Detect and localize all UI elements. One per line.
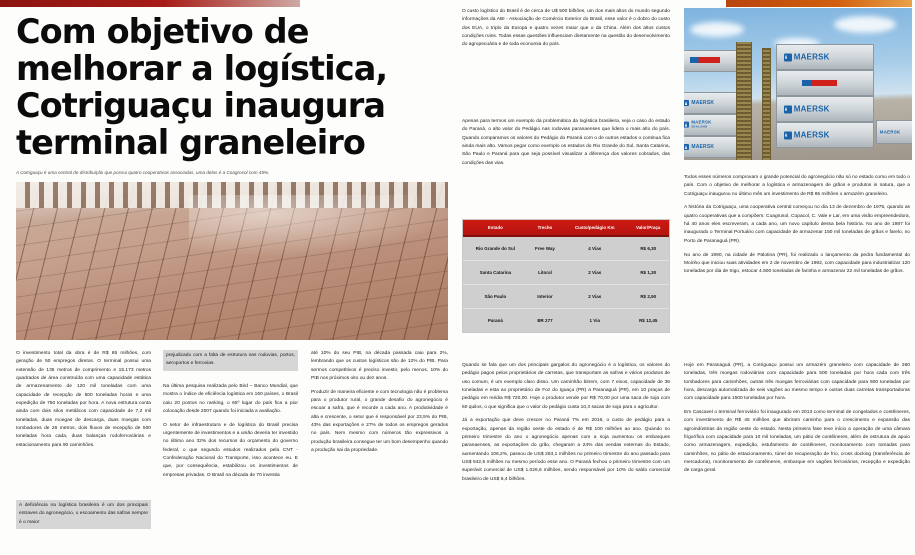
text-column-5 <box>462 362 670 490</box>
table-cell-estado: São Paulo <box>463 285 528 309</box>
table-cell-custo: 4 Vias <box>562 236 627 261</box>
paragraph: Em Cascavel o terminal ferroviário foi inaugurado em 2013 como terminal de congelados e contêineres, com investimento de R$ 45 milhões que abriram caminho para o crescimento e expansão das agroindústrias da região oeste do estado. Nesta primeira fase teve início a operação de uma câmara frigorífica com capacidade para 10 mil toneladas, um pátio de contêineres, além de estrutura de apoio como armazenagem, expedição, estufamento de contêineres, monitoramento com tomadas para caminhões, no pátio de estacionamento, túnel de recuperação de frio, cross docking (transferência de mercadoria), monitoramento de contêineres, embarque em vagões ferroviários, recepção e expedição de carga geral. <box>684 410 910 474</box>
headline-line-2: melhorar a logística, <box>16 48 388 88</box>
table-cell-estado: Rio Grande do Sul <box>463 236 528 261</box>
paragraph: O setor de infraestrutura e de logística do Brasil precisa urgentemente de investimentos e a união deveria ter investido no último ano 32% dos recursos do orçamento do governo federal, o que segundo estudos realizados pela CNT - Confederação Nacional do Transporte, isso acontece eu. E que, por consequência, estabilizou os investimentos de empresas privadas. O Brasil na década de 70 investia <box>163 422 298 478</box>
table-cell-trecho: BR 277 <box>528 309 562 333</box>
text-column-1 <box>16 350 151 455</box>
text-column-1-highlight <box>16 500 151 529</box>
container-box: MAERSK SEALAND <box>684 114 742 136</box>
table-row <box>463 261 669 285</box>
highlighted-paragraph: A deficiência na logística brasileira é um dos principais entraves do agronegócio, o escoamento das safras sempre é o maior <box>19 503 148 525</box>
gantry-structure <box>762 48 771 160</box>
photo-caption: A Cotriguaçu é uma central de distribuição que possui quatro cooperativas associadas, uma delas é a Coagrosol com 45%. <box>16 170 270 175</box>
container-box: MAERSK <box>684 136 742 158</box>
text-column-2 <box>163 383 298 486</box>
table-cell-valor: R$ 12,45 <box>627 309 669 333</box>
gantry-structure <box>736 42 752 160</box>
table-cell-custo: 2 Vias <box>562 261 627 285</box>
text-column-4b <box>462 118 670 173</box>
table-header-cell: Trecho <box>528 220 562 236</box>
table-row <box>463 236 669 261</box>
headline-line-3: Cotriguaçu inaugura <box>16 85 386 125</box>
headline-line-1: Com objetivo de <box>16 12 309 51</box>
table-cell-trecho: Interior <box>528 285 562 309</box>
table-cell-custo: 2 Vias <box>562 285 627 309</box>
paragraph: Apenas para termos um exemplo da problemática da logística brasileira, veja o caso do estado do Paraná, o alto valor do Pedágio nas rodovias paranaenses que lidera o mais alto do país. Quando comparamos os valores do Pedágio do Paraná com o de outros estados o continua fica ainda mais alto. Vamos pegar como exemplo os estados do Rio Grande do Sul, Santa Catarina, São Paulo e Paraná para que seja possível visualizar a diferença dos valores cobrados, das condições das vias. <box>462 119 670 166</box>
table-cell-estado: Santa Catarina <box>463 261 528 285</box>
headline-line-4: terminal graneleiro <box>16 122 366 162</box>
text-column-6 <box>684 174 910 282</box>
container-box: MAERSK <box>776 122 874 148</box>
container-box: MAERSK <box>776 96 874 122</box>
container-box <box>684 50 742 72</box>
paragraph: até 10% do seu PIB, na década passada caiu para 2%, lembrando que os custos logísticos são de 12% do PIB. Para sermos competitivos é preciso investir, pelo menos, 10% do PIB nos próximos oito ou dez anos. <box>311 351 448 381</box>
text-column-4 <box>462 8 670 55</box>
paragraph: A história da Cotriguaçu, uma cooperativa central começou no dia 13 de dezembro de 1975, quando as quatro cooperativas que a compõem: Coagrusol, Copacol, C. Vale e Lar, em uma visão empreendedora, há 40 anos eles escreveram, a cada ano, um novo capítulo dessa bela história. No ano de 1987 foi inaugurado o Terminal Portuário com capacidade de armazenar 150 mil toneladas de grãos e farelo, no Porto de Paranaguá (PR). <box>684 205 910 244</box>
text-column-2-highlight <box>163 350 298 371</box>
container-box: MAERSK <box>876 120 912 144</box>
table-header-cell: Estado <box>463 220 528 236</box>
table-cell-valor: R$ 2,50 <box>627 285 669 309</box>
paragraph: Na última pesquisa realizada pelo Bird – Banco Mundial, que mostra o índice de eficiência logística em 160 países, o Brasil caiu 20 pontos no ranking, o 65º lugar do país fica a pior colocação desde 2007 quando foi iniciada a avaliação. <box>163 384 298 414</box>
top-orange-rule <box>726 0 912 7</box>
table-header-row <box>463 220 669 236</box>
container-box: MAERSK <box>776 44 874 70</box>
highlighted-paragraph: prejudicado com a falta de estrutura nas rodovias, portos, aeroportos e ferrovias. <box>166 353 295 367</box>
paragraph: O custo logístico do Brasil é de cerca de U$ 500 bilhões, um dos mais altos do mundo segundo informações da ABI - Associação de Comércio Exterior do Brasil, esse valor é o dobro do custo dos EUA, o triplo da Europa e quatro vezes maior que o da China. Além dos altos custos condições ruins. Todas essas questões influenciam diretamente na questão do desenvolvimento do agropecuária e de toda economia do país. <box>462 9 670 48</box>
paragraph: O investimento total da obra é de R$ 65 milhões, com geração de 50 empregos diretos. O terminal possui uma extensão de 135 metros de comprimento e 15.173 metros quadrados de área construída com uma capacidade estática de armazenamento de 120 mil toneladas com uma capacidade de recepção de 500 toneladas horas e uma expedição de 750 toneladas por hora. A nova estrutura conta ainda com dois silos metálicos com capacidade de 7,2 mil toneladas, duas moegas de descarga, duas moegas com tombadores de 26 metros, dois fluxos de recepção de 500 toneladas hora cada, duas balanças rodoferroviárias e estacionamento para 90 caminhões. <box>16 351 151 448</box>
paragraph: Todos esses números comprovam o grande potencial do agronegócio não só no estado como em todo o país. Com o objetivo de melhorar a logística e armazenagem de grãos e produtos in natura, que a Cotriguaçu inaugurou no último mês um investimento de R$ 65 milhões o armazém graneleiro. <box>684 175 910 197</box>
paragraph: Hoje em Paranaguá (PR), a Cotriguaçu possui um armazém graneleiro com capacidade de 260 toneladas, três moegas rodoviárias com capacidade para 500 toneladas por hora cada com três tombadores para caminhões, outras três moegas ferroviárias com capacidade para 500 toneladas por hora, descarga automatizada de seis vagões ao mesmo tempo e outras duas carretas transportadoras com capacidade para 1500 toneladas por hora. <box>684 363 910 402</box>
containers-photo <box>684 8 912 160</box>
text-column-6b <box>684 362 910 481</box>
cloud-shape <box>834 16 896 33</box>
paragraph: Quando se fala que um dos principais gargalos do agronegócio é a logística, os valores do pedágio pagos pelos proprietários de carretas, que transportam as safras e vários produtos de uso comum, é um exemplo claro disso. Um caminhão bitrem, com 7 eixos, capacidade de 36 toneladas e esta ao proprietário de Foz do Iguaçu (PR) a Paranaguá (PR), em 10 praças de pedágio em média R$ 720,00. Hoje o produtor vende por R$ 70,00 por uma saca de soja com 60 quilos, o que significa que o valor do pedágio custa 10,3 sacas de soja para o agricultor. <box>462 363 670 410</box>
toll-comparison-table <box>462 219 670 333</box>
table-header-cell: Custo/pedágio Km <box>562 220 627 236</box>
text-column-3 <box>311 350 448 461</box>
table-cell-valor: R$ 6,30 <box>627 236 669 261</box>
table-cell-trecho: Free Way <box>528 236 562 261</box>
table-cell-estado: Paraná <box>463 309 528 333</box>
table-cell-trecho: Litoral <box>528 261 562 285</box>
table-row <box>463 285 669 309</box>
paragraph: No ano de 1990, na cidade de Palotina (PR), foi realizado o lançamento da pedra fundamental do Moinho que iniciou suas atividades em 2 de novembro de 1992, com capacidade para industrializar 120 toneladas por dia de trigo, estocar 4.500 toneladas de farinha e armazenar 22 mil toneladas de grãos. <box>684 252 910 275</box>
table-cell-custo: 1 Via <box>562 309 627 333</box>
top-red-rule <box>0 0 300 7</box>
page-title <box>16 14 446 161</box>
container-box <box>776 70 874 96</box>
table-cell-valor: R$ 1,30 <box>627 261 669 285</box>
warehouse-photo <box>16 182 448 340</box>
paragraph: Já a exportação que deve crescer no Paraná 7% em 2016, o custo de pedágio para a exportação, apenas da região oeste do estado é de R$ 100 milhões ao ano. Quando no primeiro trimestre do ano o agronegócio apenas com a soja aumentou os embarques paranaenses, as exportações do grão, chegaram a 24% das vendas externas do Estado, aumentando 106,2%, passou de US$ 263,1 milhões no primeiro trimestre do ano passado para US$ 542,5 milhões no mesmo período esse ano. O Paraná fechou o primeiro trimestre com um superávit comercial de US$ 1.026,6 milhões, sendo responsável por 10% do saldo comercial brasileiro de US$ 6,4 bilhões. <box>462 418 670 482</box>
cloud-shape <box>690 22 744 37</box>
table-row <box>463 309 669 333</box>
paragraph: Produzir de maneira eficiente e com tecnologia não é problema para o produtor rural, o grande desafio do agronegócio é escoar a safra, que é recorde a cada ano. A produtividade é alta e crescente, o setor que é responsável por 23,5% do PIB, 43% das exportações e 27% de todos os empregos gerados no país. Nem mesmo com números tão expressivos a produção brasileira consegue ter um bom desempenho quando a produção sai da propriedade. <box>311 389 448 454</box>
container-box: MAERSK <box>684 92 742 114</box>
table-header-cell: Valor/Praça <box>627 220 669 236</box>
